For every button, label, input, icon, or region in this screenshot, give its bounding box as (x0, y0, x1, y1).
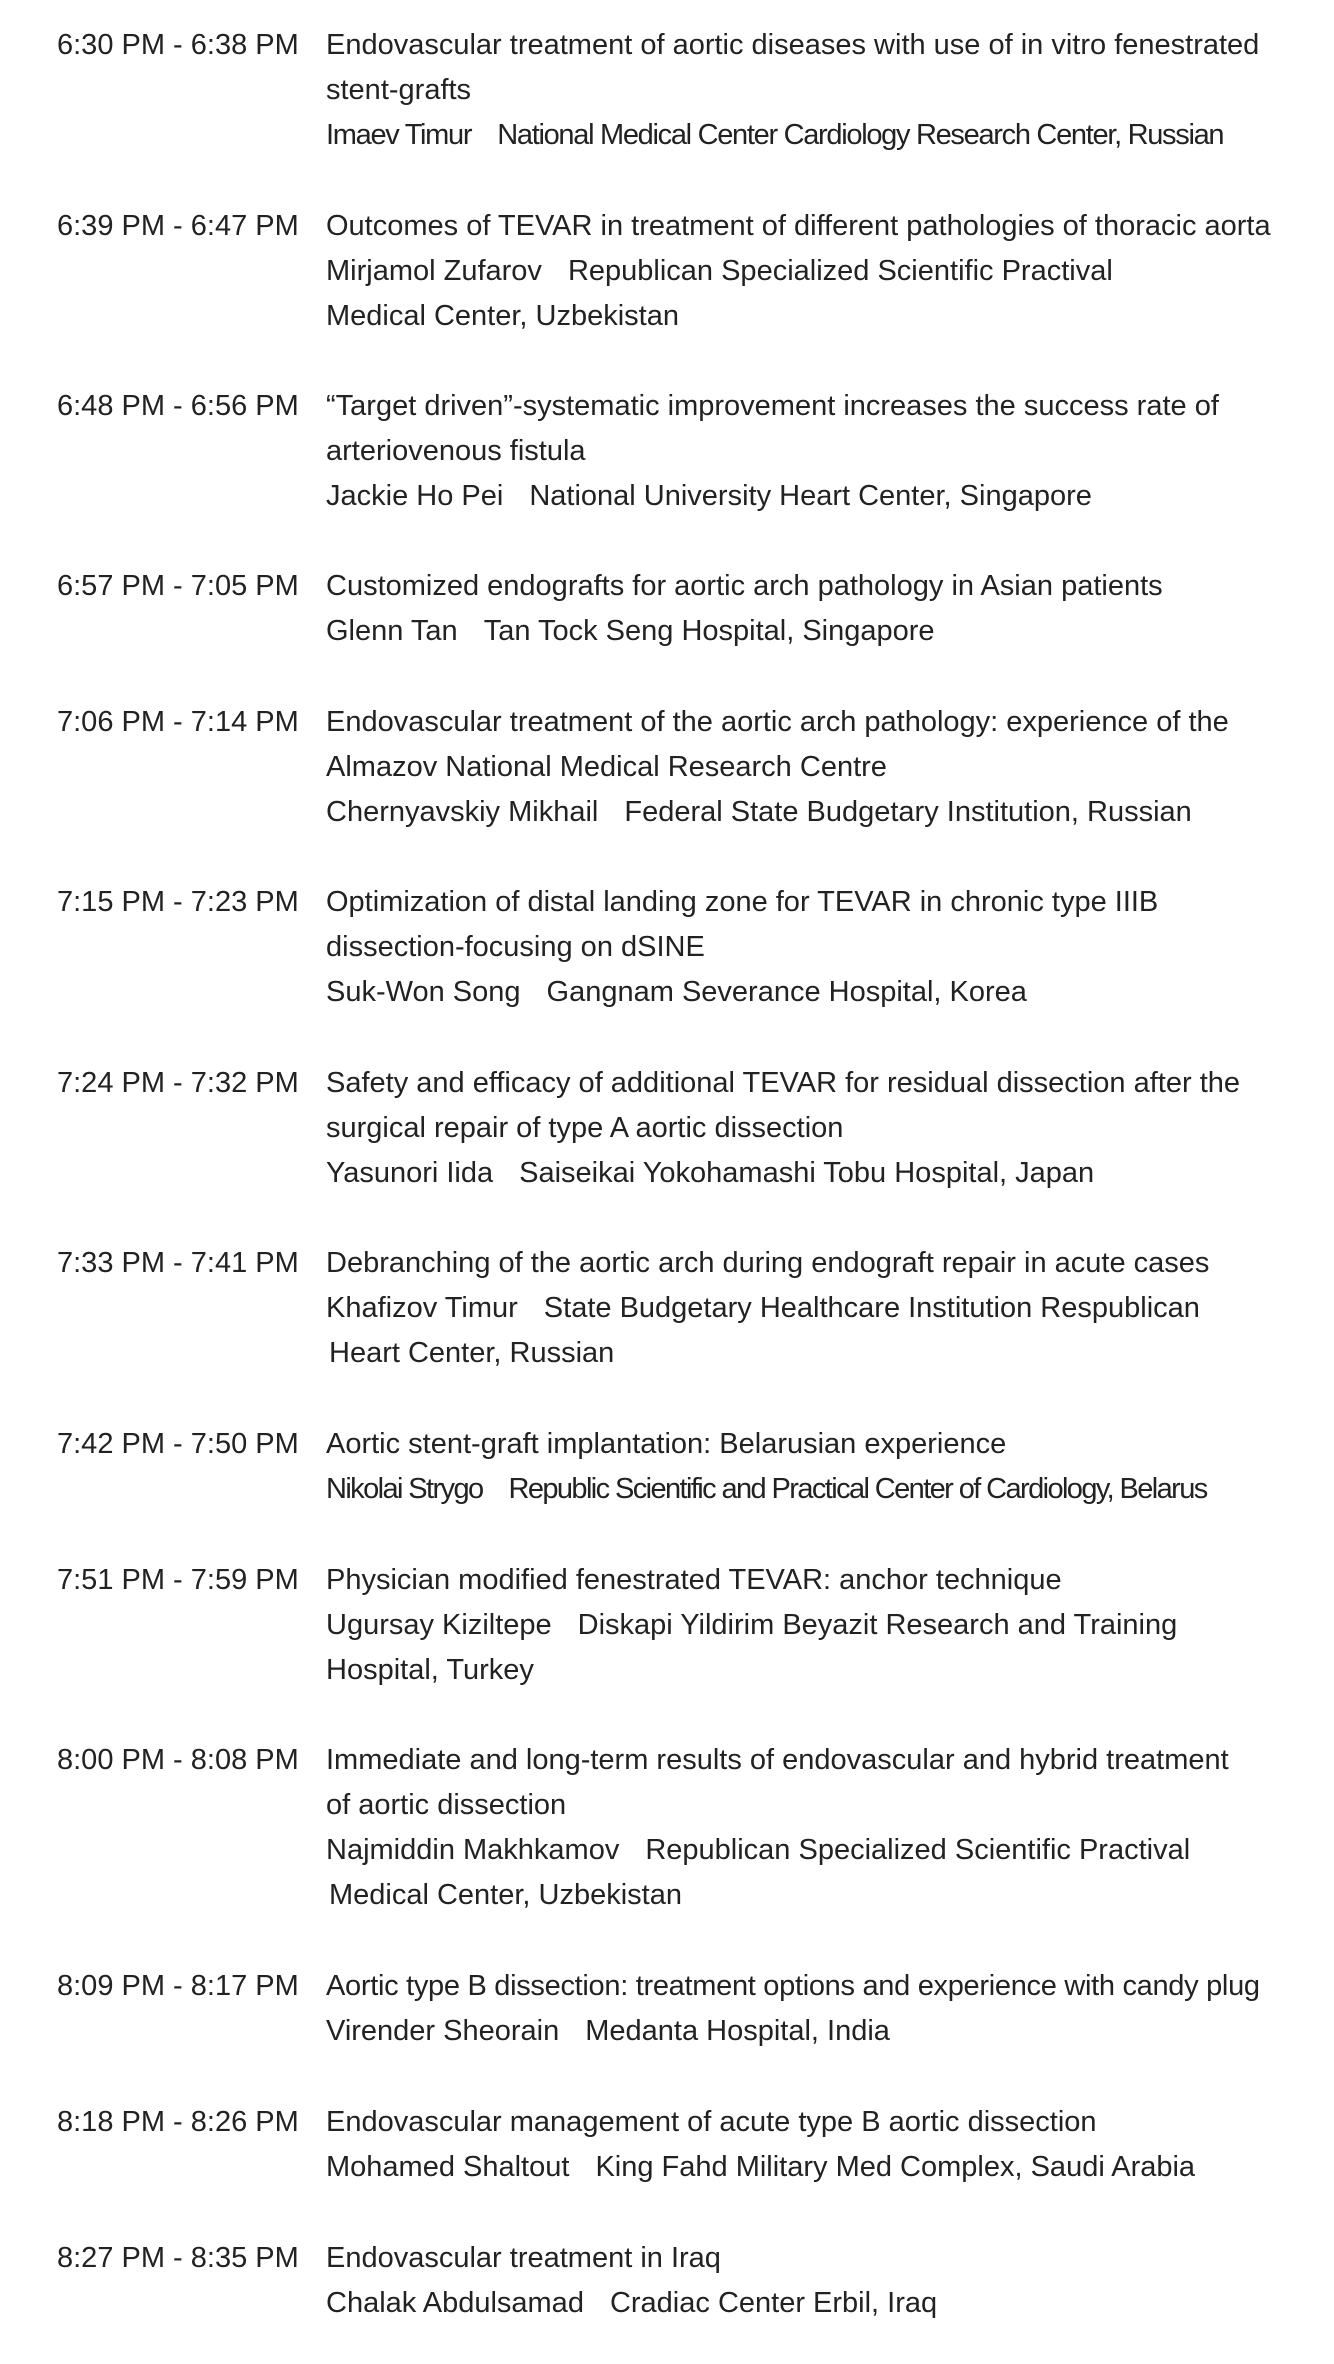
session-time: 7:24 PM - 7:32 PM (57, 1067, 299, 1099)
session-time: 7:15 PM - 7:23 PM (57, 886, 299, 918)
session-info (326, 1061, 1286, 1196)
session-info (326, 2100, 1286, 2190)
session-info (326, 1738, 1286, 1918)
speaker-name: Glenn Tan (326, 615, 458, 647)
speaker-name: Virender Sheorain (326, 2015, 560, 2047)
session-time: 8:00 PM - 8:08 PM (57, 1744, 299, 1776)
session-speaker-line (326, 249, 1286, 294)
session-info (326, 1964, 1286, 2054)
speaker-name: Yasunori Iida (326, 1157, 494, 1189)
session-info (326, 1558, 1286, 1693)
speaker-affiliation: Saiseikai Yokohamashi Tobu Hospital, Japan (519, 1157, 1095, 1189)
session-speaker-line (326, 1286, 1286, 1331)
session-time: 8:09 PM - 8:17 PM (57, 1970, 299, 2002)
speaker-name: Ugursay Kiziltepe (326, 1609, 552, 1641)
session-time: 8:18 PM - 8:26 PM (57, 2106, 299, 2138)
speaker-affiliation-cont: Hospital, Turkey (326, 1654, 534, 1686)
session-info (326, 23, 1286, 158)
speaker-affiliation-cont: Heart Center, Russian (329, 1337, 615, 1369)
speaker-affiliation: National University Heart Center, Singapore (529, 480, 1092, 512)
session-title-line: surgical repair of type A aortic dissection (326, 1112, 844, 1144)
session-speaker-line (326, 970, 1286, 1015)
speaker-affiliation: Federal State Budgetary Institution, Russian (624, 796, 1192, 828)
speaker-affiliation: Republican Specialized Scientific Practival (567, 255, 1113, 287)
session-title-line: Debranching of the aortic arch during endograft repair in acute cases (326, 1247, 1210, 1279)
session-time: 7:33 PM - 7:41 PM (57, 1247, 299, 1279)
session-info (326, 384, 1286, 519)
session-info (326, 1241, 1286, 1376)
session-title-line: Aortic type B dissection: treatment options and experience with candy plug (326, 1970, 1260, 2002)
session-time: 6:39 PM - 6:47 PM (57, 210, 299, 242)
session-time: 6:48 PM - 6:56 PM (57, 390, 299, 422)
session-title-line: Aortic stent-graft implantation: Belarusian experience (326, 1428, 1007, 1460)
session-speaker-line (326, 1467, 1286, 1512)
session-title-line: Almazov National Medical Research Centre (326, 751, 887, 783)
speaker-name: Mirjamol Zufarov (326, 255, 542, 287)
session-time: 6:57 PM - 7:05 PM (57, 570, 299, 602)
session-title-line: dissection-focusing on dSINE (326, 931, 705, 963)
speaker-name: Imaev Timur (326, 119, 472, 151)
session-info (326, 564, 1286, 654)
session-info (326, 204, 1286, 339)
session-time: 6:30 PM - 6:38 PM (57, 29, 299, 61)
speaker-name: Nikolai Strygo (326, 1473, 483, 1505)
session-title-line: Endovascular treatment of aortic diseases with use of in vitro fenestrated (326, 29, 1260, 61)
speaker-affiliation: State Budgetary Healthcare Institution Respublican (543, 1292, 1200, 1324)
session-title-line: Endovascular management of acute type B aortic dissection (326, 2106, 1097, 2138)
session-title-line: “Target driven”-systematic improvement increases the success rate of (326, 390, 1219, 422)
session-speaker-line (326, 2009, 1286, 2054)
session-speaker-line (326, 1603, 1286, 1648)
session-info (326, 880, 1286, 1015)
session-title-line: Customized endografts for aortic arch pathology in Asian patients (326, 570, 1163, 602)
speaker-affiliation: Gangnam Severance Hospital, Korea (546, 976, 1027, 1008)
speaker-affiliation: King Fahd Military Med Complex, Saudi Arabia (595, 2151, 1196, 2183)
speaker-name: Najmiddin Makhkamov (326, 1834, 620, 1866)
speaker-name: Chernyavskiy Mikhail (326, 796, 599, 828)
session-title-line: arteriovenous fistula (326, 435, 586, 467)
session-speaker-line (326, 1151, 1286, 1196)
speaker-affiliation: Medanta Hospital, India (585, 2015, 890, 2047)
session-title-line: Endovascular treatment in Iraq (326, 2242, 721, 2274)
session-info (326, 1422, 1286, 1512)
session-title-line: Endovascular treatment of the aortic arch pathology: experience of the (326, 706, 1229, 738)
session-time: 8:27 PM - 8:35 PM (57, 2242, 299, 2274)
session-title-line: Immediate and long-term results of endovascular and hybrid treatment (326, 1744, 1229, 1776)
session-time: 7:51 PM - 7:59 PM (57, 1564, 299, 1596)
session-title-line: Safety and efficacy of additional TEVAR for residual dissection after the (326, 1067, 1241, 1099)
speaker-name: Jackie Ho Pei (326, 480, 504, 512)
session-speaker-line (326, 1828, 1286, 1873)
session-info (326, 700, 1286, 835)
session-speaker-line (326, 2281, 1286, 2326)
speaker-name: Khafizov Timur (326, 1292, 518, 1324)
speaker-affiliation-cont: Medical Center, Uzbekistan (326, 300, 679, 332)
session-title-line: Optimization of distal landing zone for TEVAR in chronic type IIIB (326, 886, 1159, 918)
speaker-name: Chalak Abdulsamad (326, 2287, 584, 2319)
session-speaker-line (326, 790, 1286, 835)
speaker-name: Mohamed Shaltout (326, 2151, 570, 2183)
speaker-affiliation: Tan Tock Seng Hospital, Singapore (483, 615, 935, 647)
speaker-affiliation: National Medical Center Cardiology Research Center, Russian (497, 119, 1224, 151)
session-title-line: stent-grafts (326, 74, 472, 106)
speaker-affiliation: Republican Specialized Scientific Practival (645, 1834, 1191, 1866)
speaker-name: Suk-Won Song (326, 976, 521, 1008)
session-title-line: of aortic dissection (326, 1789, 567, 1821)
session-title-line: Outcomes of TEVAR in treatment of different pathologies of thoracic aorta (326, 210, 1271, 242)
session-speaker-line (326, 609, 1286, 654)
speaker-affiliation: Diskapi Yildirim Beyazit Research and Training (577, 1609, 1178, 1641)
session-speaker-line (326, 2145, 1286, 2190)
session-info (326, 2236, 1286, 2326)
session-time: 7:42 PM - 7:50 PM (57, 1428, 299, 1460)
session-speaker-line (326, 474, 1286, 519)
session-time: 7:06 PM - 7:14 PM (57, 706, 299, 738)
speaker-affiliation: Republic Scientific and Practical Center of Cardiology, Belarus (508, 1473, 1207, 1505)
speaker-affiliation: Cradiac Center Erbil, Iraq (609, 2287, 938, 2319)
session-title-line: Physician modified fenestrated TEVAR: anchor technique (326, 1564, 1062, 1596)
session-speaker-line (326, 113, 1286, 158)
speaker-affiliation-cont: Medical Center, Uzbekistan (329, 1879, 682, 1911)
